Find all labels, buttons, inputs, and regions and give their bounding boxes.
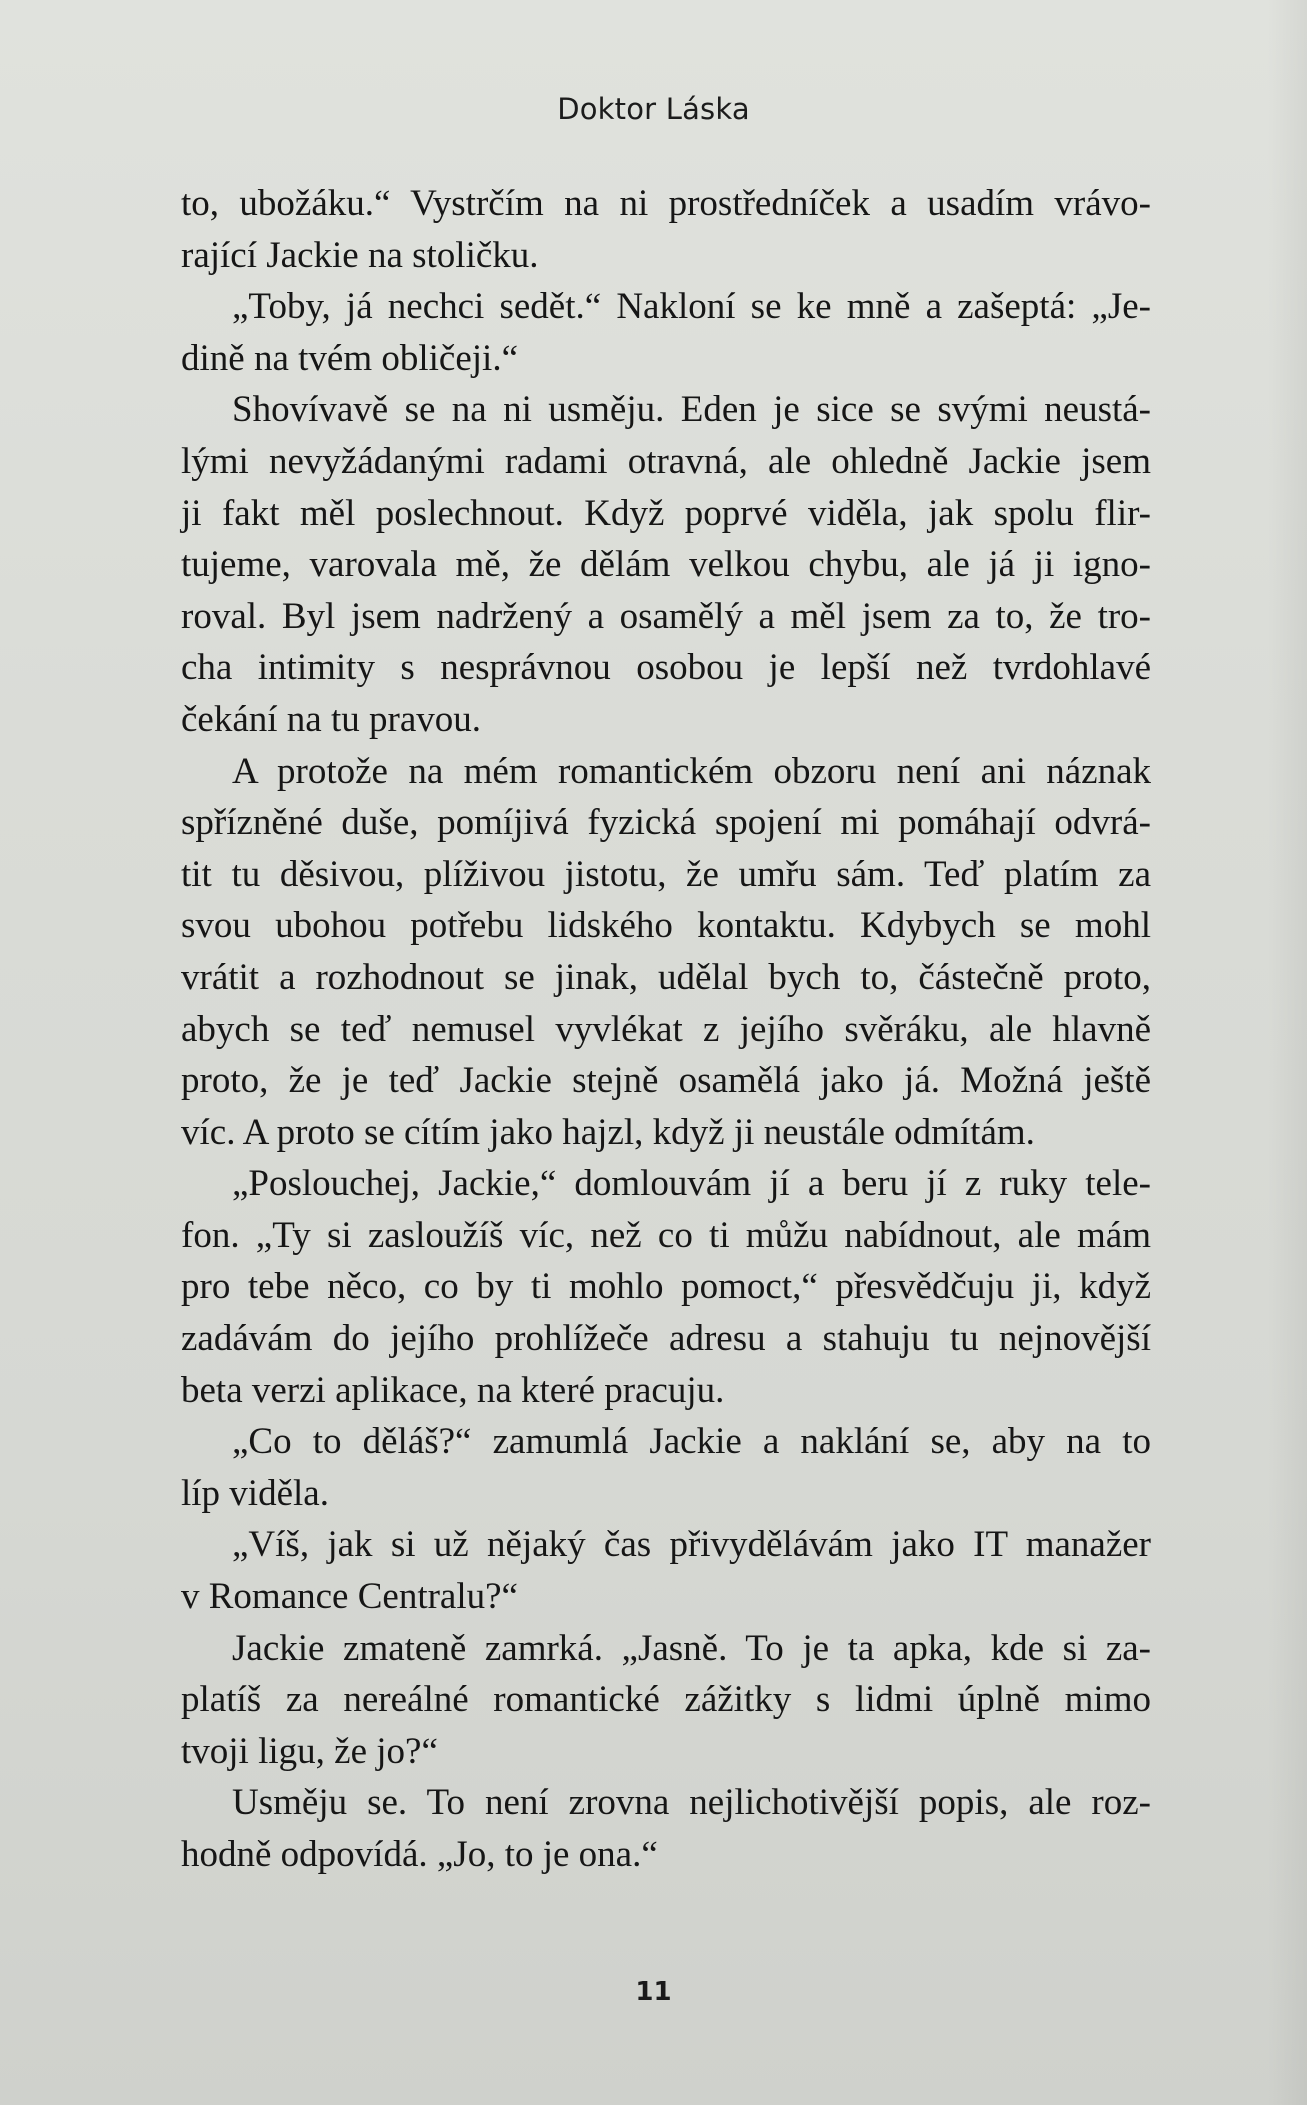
text-line: „Toby, já nechci sedět.“ Nakloní se ke mně a zašeptá: „Je- (232, 286, 1151, 328)
text-line: líp viděla. (181, 1472, 329, 1514)
text-line: zadávám do jejího prohlížeče adresu a stahuju tu nejnovější (181, 1318, 1151, 1360)
text-line: Shovívavě se na ni usměju. Eden je sice se svými neustá- (232, 389, 1151, 431)
text-line: abych se teď nemusel vyvlékat z jejího svěráku, ale hlavně (181, 1008, 1151, 1050)
text-line: pro tebe něco, co by ti mohlo pomoct,“ přesvědčuju ji, když (181, 1266, 1151, 1308)
text-line: proto, že je teď Jackie stejně osamělá jako já. Možná ještě (181, 1060, 1151, 1102)
text-line: tit tu děsivou, plíživou jistotu, že umřu sám. Teď platím za (181, 853, 1151, 895)
text-line: tvoji ligu, že jo?“ (181, 1730, 438, 1772)
body-text (181, 178, 1151, 1881)
text-line: hodně odpovídá. „Jo, to je ona.“ (181, 1834, 658, 1875)
text-line: ji fakt měl poslechnout. Když poprvé viděla, jak spolu flir- (181, 492, 1151, 534)
text-line: roval. Byl jsem nadržený a osamělý a měl jsem za to, že tro- (181, 595, 1151, 637)
text-line: spřízněné duše, pomíjivá fyzická spojení mi pomáhají odvrá- (181, 802, 1151, 844)
running-head: Doktor Láska (557, 92, 750, 126)
text-line: vrátit a rozhodnout se jinak, udělal bych to, částečně proto, (181, 956, 1151, 998)
text-line: dině na tvém obličeji.“ (181, 337, 518, 379)
text-line: fon. „Ty si zasloužíš víc, než co ti můžu nabídnout, ale mám (181, 1214, 1151, 1256)
text-line: rající Jackie na stoličku. (181, 234, 539, 276)
text-line: cha intimity s nesprávnou osobou je lepší než tvrdohlavé (181, 647, 1151, 689)
text-line: čekání na tu pravou. (181, 698, 481, 740)
text-line: A protože na mém romantickém obzoru není ani náznak (232, 750, 1151, 792)
text-line: „Poslouchej, Jackie,“ domlouvám jí a beru jí z ruky tele- (232, 1163, 1151, 1205)
text-line: Usměju se. To není zrovna nejlichotivější popis, ale roz- (232, 1782, 1151, 1824)
text-line: víc. A proto se cítím jako hajzl, když ji neustále odmítám. (181, 1111, 1035, 1153)
text-line: lými nevyžádanými radami otravná, ale ohledně Jackie jsem (181, 440, 1151, 482)
text-line: to, ubožáku.“ Vystrčím na ni prostředníček a usadím vrávo- (181, 183, 1151, 224)
text-line: tujeme, varovala mě, že dělám velkou chybu, ale já ji igno- (181, 544, 1151, 586)
text-line: svou ubohou potřebu lidského kontaktu. Kdybych se mohl (181, 905, 1151, 947)
text-line: „Co to děláš?“ zamumlá Jackie a naklání se, aby na to (232, 1421, 1151, 1463)
text-line: v Romance Centralu?“ (181, 1576, 518, 1618)
text-line: platíš za nereálné romantické zážitky s lidmi úplně mimo (181, 1679, 1151, 1721)
text-line: beta verzi aplikace, na které pracuju. (181, 1369, 725, 1411)
text-line: Jackie zmateně zamrká. „Jasně. To je ta apka, kde si za- (232, 1627, 1151, 1669)
text-line: „Víš, jak si už nějaký čas přivydělávám jako IT manažer (232, 1524, 1151, 1566)
page-number: 11 (635, 1977, 672, 2007)
